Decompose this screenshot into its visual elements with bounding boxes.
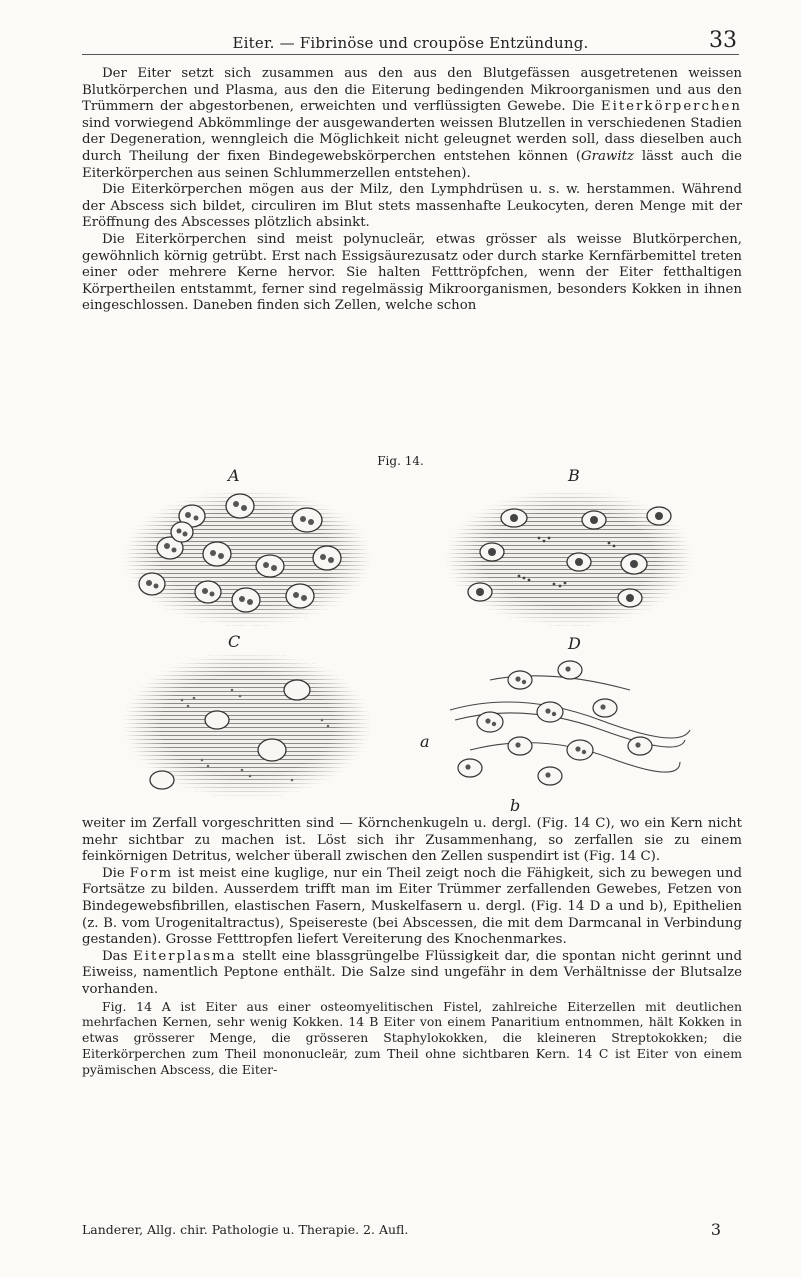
paragraph-6 <box>82 949 742 999</box>
page-footer <box>82 1222 739 1237</box>
para6-lead: Das <box>102 948 134 964</box>
text-block-bottom <box>82 816 742 1078</box>
figure-panel-d <box>430 650 700 800</box>
para6-rest: stellt eine blassgrüngelbe Flüssigkeit dar, die spontan nicht gerinnt und Eiweiss, namentlich Peptone enthält. Die Salze sind ungefähr in dem Verhältnisse der Blutsalze vorhanden. <box>82 948 742 997</box>
para1-text-c: lässt auch die Eiterkörperchen aus seinen Schlummerzellen entstehen). <box>82 148 742 181</box>
figure-panel-c <box>122 650 372 800</box>
annotation-b: b <box>510 796 521 815</box>
page-number: 33 <box>709 28 737 53</box>
paragraph-7: Fig. 14 A ist Eiter aus einer osteomyelitischen Fistel, zahlreiche Eiterzellen mit deutlichen mehrfachen Kernen, sehr wenig Kokken. 14 B Eiter von einem Panaritium entnommen, hält Kokken in etwas grösserer Menge, die grösseren Staphylokokken, die kleineren Streptokokken; die Eiterkörperchen zum Theil mononucleär, zum Theil ohne sichtbaren Kern. 14 C ist Eiter von einem pyämischen Abscess, die Eiter- <box>82 998 742 1077</box>
para6-emphasis: Eiterplasma <box>133 948 237 964</box>
para5-emphasis: Form <box>129 865 174 881</box>
para1-text-a: Der Eiter setzt sich zusammen aus den aus den Blutgefässen ausgetretenen weissen Blutkörperchen und Plasma, aus den die Eiterung bedingenden Mikroorganismen und aus den Trümmern der abgestorbenen, erweichten und verflüssigten Gewebe. Die <box>82 66 742 115</box>
para1-author: Grawitz <box>581 148 634 164</box>
para5-rest: ist meist eine kuglige, nur ein Theil zeigt noch die Fähigkeit, sich zu bewegen und Fortsätze zu bilden. Ausserdem trifft man im Eiter Trümmer zerfallenden Gewebes, Fetzen von Bindegewebsfibrillen, elastischen Fasern, Muskelfasern u. dergl. (Fig. 14 D a und b), Epithelien (z. B. vom Urogenitaltractus), Speisereste (bei Abscessen, die mit dem Darmcanal in Verbindung gestanden). Grosse Fetttropfen liefert Vereiterung des Knochenmarkes. <box>82 865 742 948</box>
panel-label-d: D <box>568 634 581 653</box>
text-block-top <box>82 66 742 315</box>
figure-panel-b <box>444 488 694 628</box>
running-title: Eiter. — Fibrinöse und croupöse Entzündung. <box>232 34 589 52</box>
paragraph-1 <box>82 66 742 182</box>
paragraph-3: Die Eiterkörperchen sind meist polynucleär, etwas grösser als weisse Blutkörperchen, gewöhnlich körnig getrübt. Erst nach Essigsäurezusatz oder durch starke Kernfärbemittel treten einer oder mehrere Kerne hervor. Sie halten Fetttröpfchen, wenn der Eiter fetthaltigen Körpertheilen entstammt, ferner sind regelmässig Mikroorganismen, besonders Kokken in ihnen eingeschlossen. Daneben finden sich Zellen, welche schon <box>82 231 742 314</box>
paragraph-2: Die Eiterkörperchen mögen aus der Milz, den Lymphdrüsen u. s. w. herstammen. Während der Abscess sich bildet, circuliren im Blut stets massenhafte Leukocyten, deren Menge mit der Eröffnung des Abscesses plötzlich absinkt. <box>82 182 742 231</box>
paragraph-5 <box>82 866 742 949</box>
para1-text-b: sind vorwiegend Abkömmlinge der ausgewanderten weissen Blutzellen in verschiedenen Stadien der Degeneration, wenngleich die Möglichkeit nicht geleugnet werden soll, dass dieselben auch durch Theilung der fixen Bindegewebskörperchen entstehen können ( <box>82 115 742 164</box>
panel-label-a: A <box>228 466 240 485</box>
panel-label-b: B <box>568 466 580 485</box>
para1-emphasis: Eiterkörperchen <box>600 99 742 115</box>
footer-citation: Landerer, Allg. chir. Pathologie u. Therapie. 2. Aufl. <box>82 1222 409 1237</box>
panel-label-c: C <box>228 632 241 651</box>
running-header <box>82 28 739 55</box>
signature-mark: 3 <box>710 1220 721 1239</box>
annotation-a: a <box>420 732 430 751</box>
figure-caption: Fig. 14. <box>377 454 424 468</box>
para5-lead: Die <box>102 865 130 881</box>
paragraph-4: weiter im Zerfall vorgeschritten sind — Körnchenkugeln u. dergl. (Fig. 14 C), wo ein Kern nicht mehr sichtbar zu machen ist. Löst sich ihr Zusammenhang, so zerfallen sie zu einem feinkörnigen Detritus, welcher überall zwischen den Zellen suspendirt ist (Fig. 14 C). <box>82 816 742 865</box>
figure-panel-a <box>122 488 372 628</box>
